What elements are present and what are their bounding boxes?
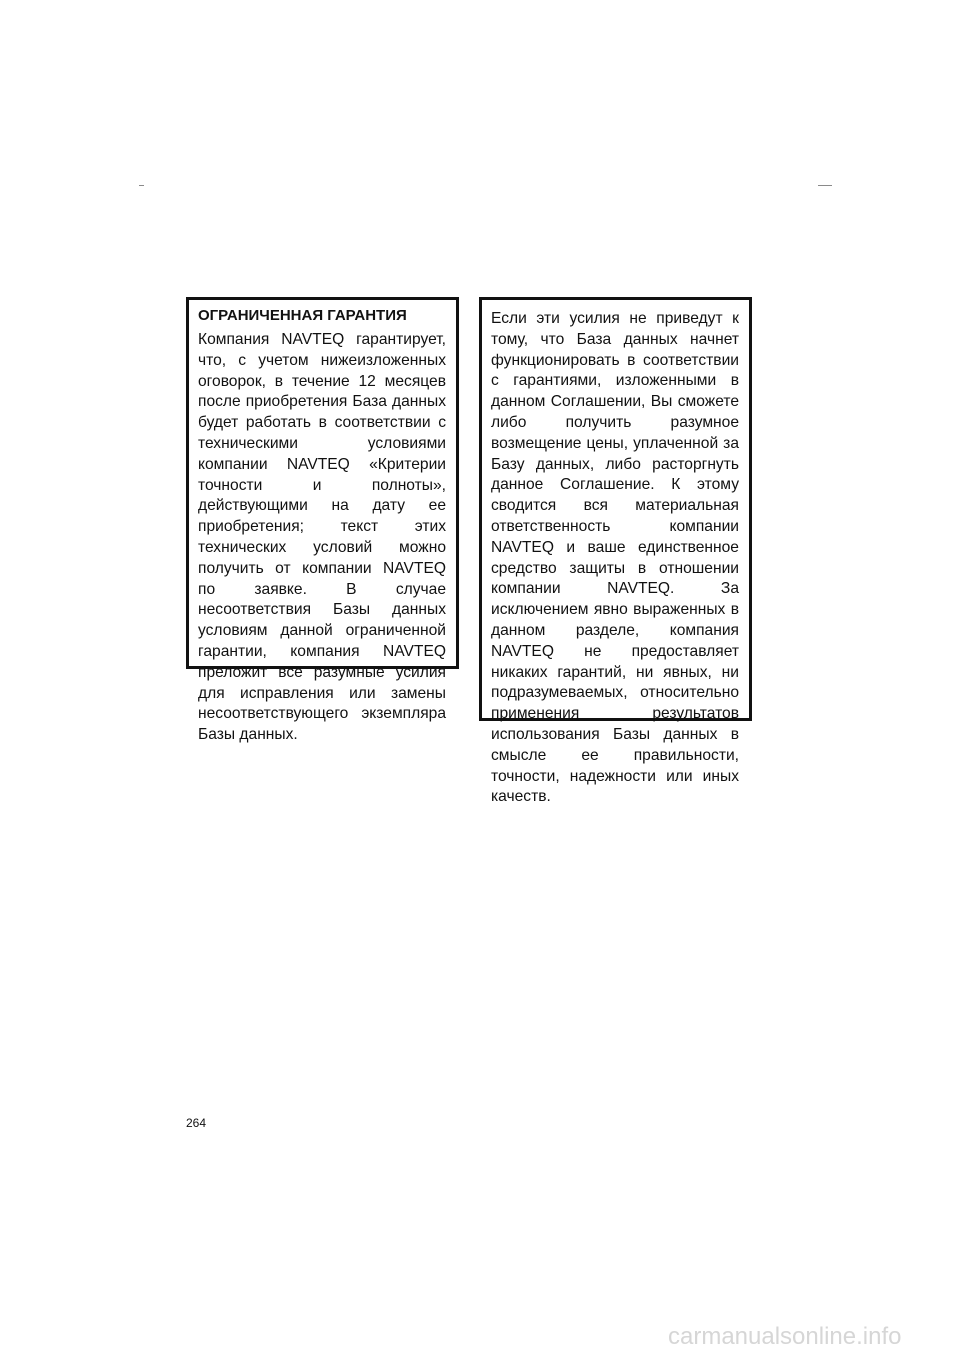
warranty-continuation-box [479, 297, 752, 806]
page-number: 264 [186, 1116, 207, 1130]
watermark: carmanualsonline.info [668, 1323, 902, 1350]
crop-mark-right [818, 185, 832, 186]
limited-warranty-heading: ОГРАНИЧЕННАЯ ГАРАНТИЯ [198, 307, 407, 324]
limited-warranty-box [186, 297, 459, 744]
warranty-continuation-text: Если эти усилия не приведут к тому, что База данных начнет функционировать в соответствии с гарантиями, изложенными в данном Соглашении, Вы сможете либо получить разумное возмещение цены, уплаченной за Базу данных, либо расторгнуть данное Соглашение. К этому сводится вся материальная ответственность компании NAVTEQ и ваше единственное средство защиты в отношении компании NAVTEQ. За исключением явно выраженных в данном разделе, компания NAVTEQ не предоставляет никаких гарантий, ни явных, ни подразумеваемых, относительно применения результатов использования Базы данных в смысле ее правильности, точности, надежности или иных качеств. [491, 310, 739, 806]
crop-mark-left [139, 185, 144, 186]
limited-warranty-text: Компания NAVTEQ гарантирует, что, с учетом нижеизложенных оговорок, в течение 12 месяцев после приобретения База данных будет работать в соответствии с техническими условиями компании NAVTEQ «Критерии точности и полноты», действующими на дату ее приобретения; текст этих технических условий можно получить от компании NAVTEQ по заявке. В случае несоответствия Базы данных условиям данной ограниченной гарантии, компания NAVTEQ преложит все разумные усилия для исправления или замены несоответствующего экземпляра Базы данных. [198, 331, 446, 744]
